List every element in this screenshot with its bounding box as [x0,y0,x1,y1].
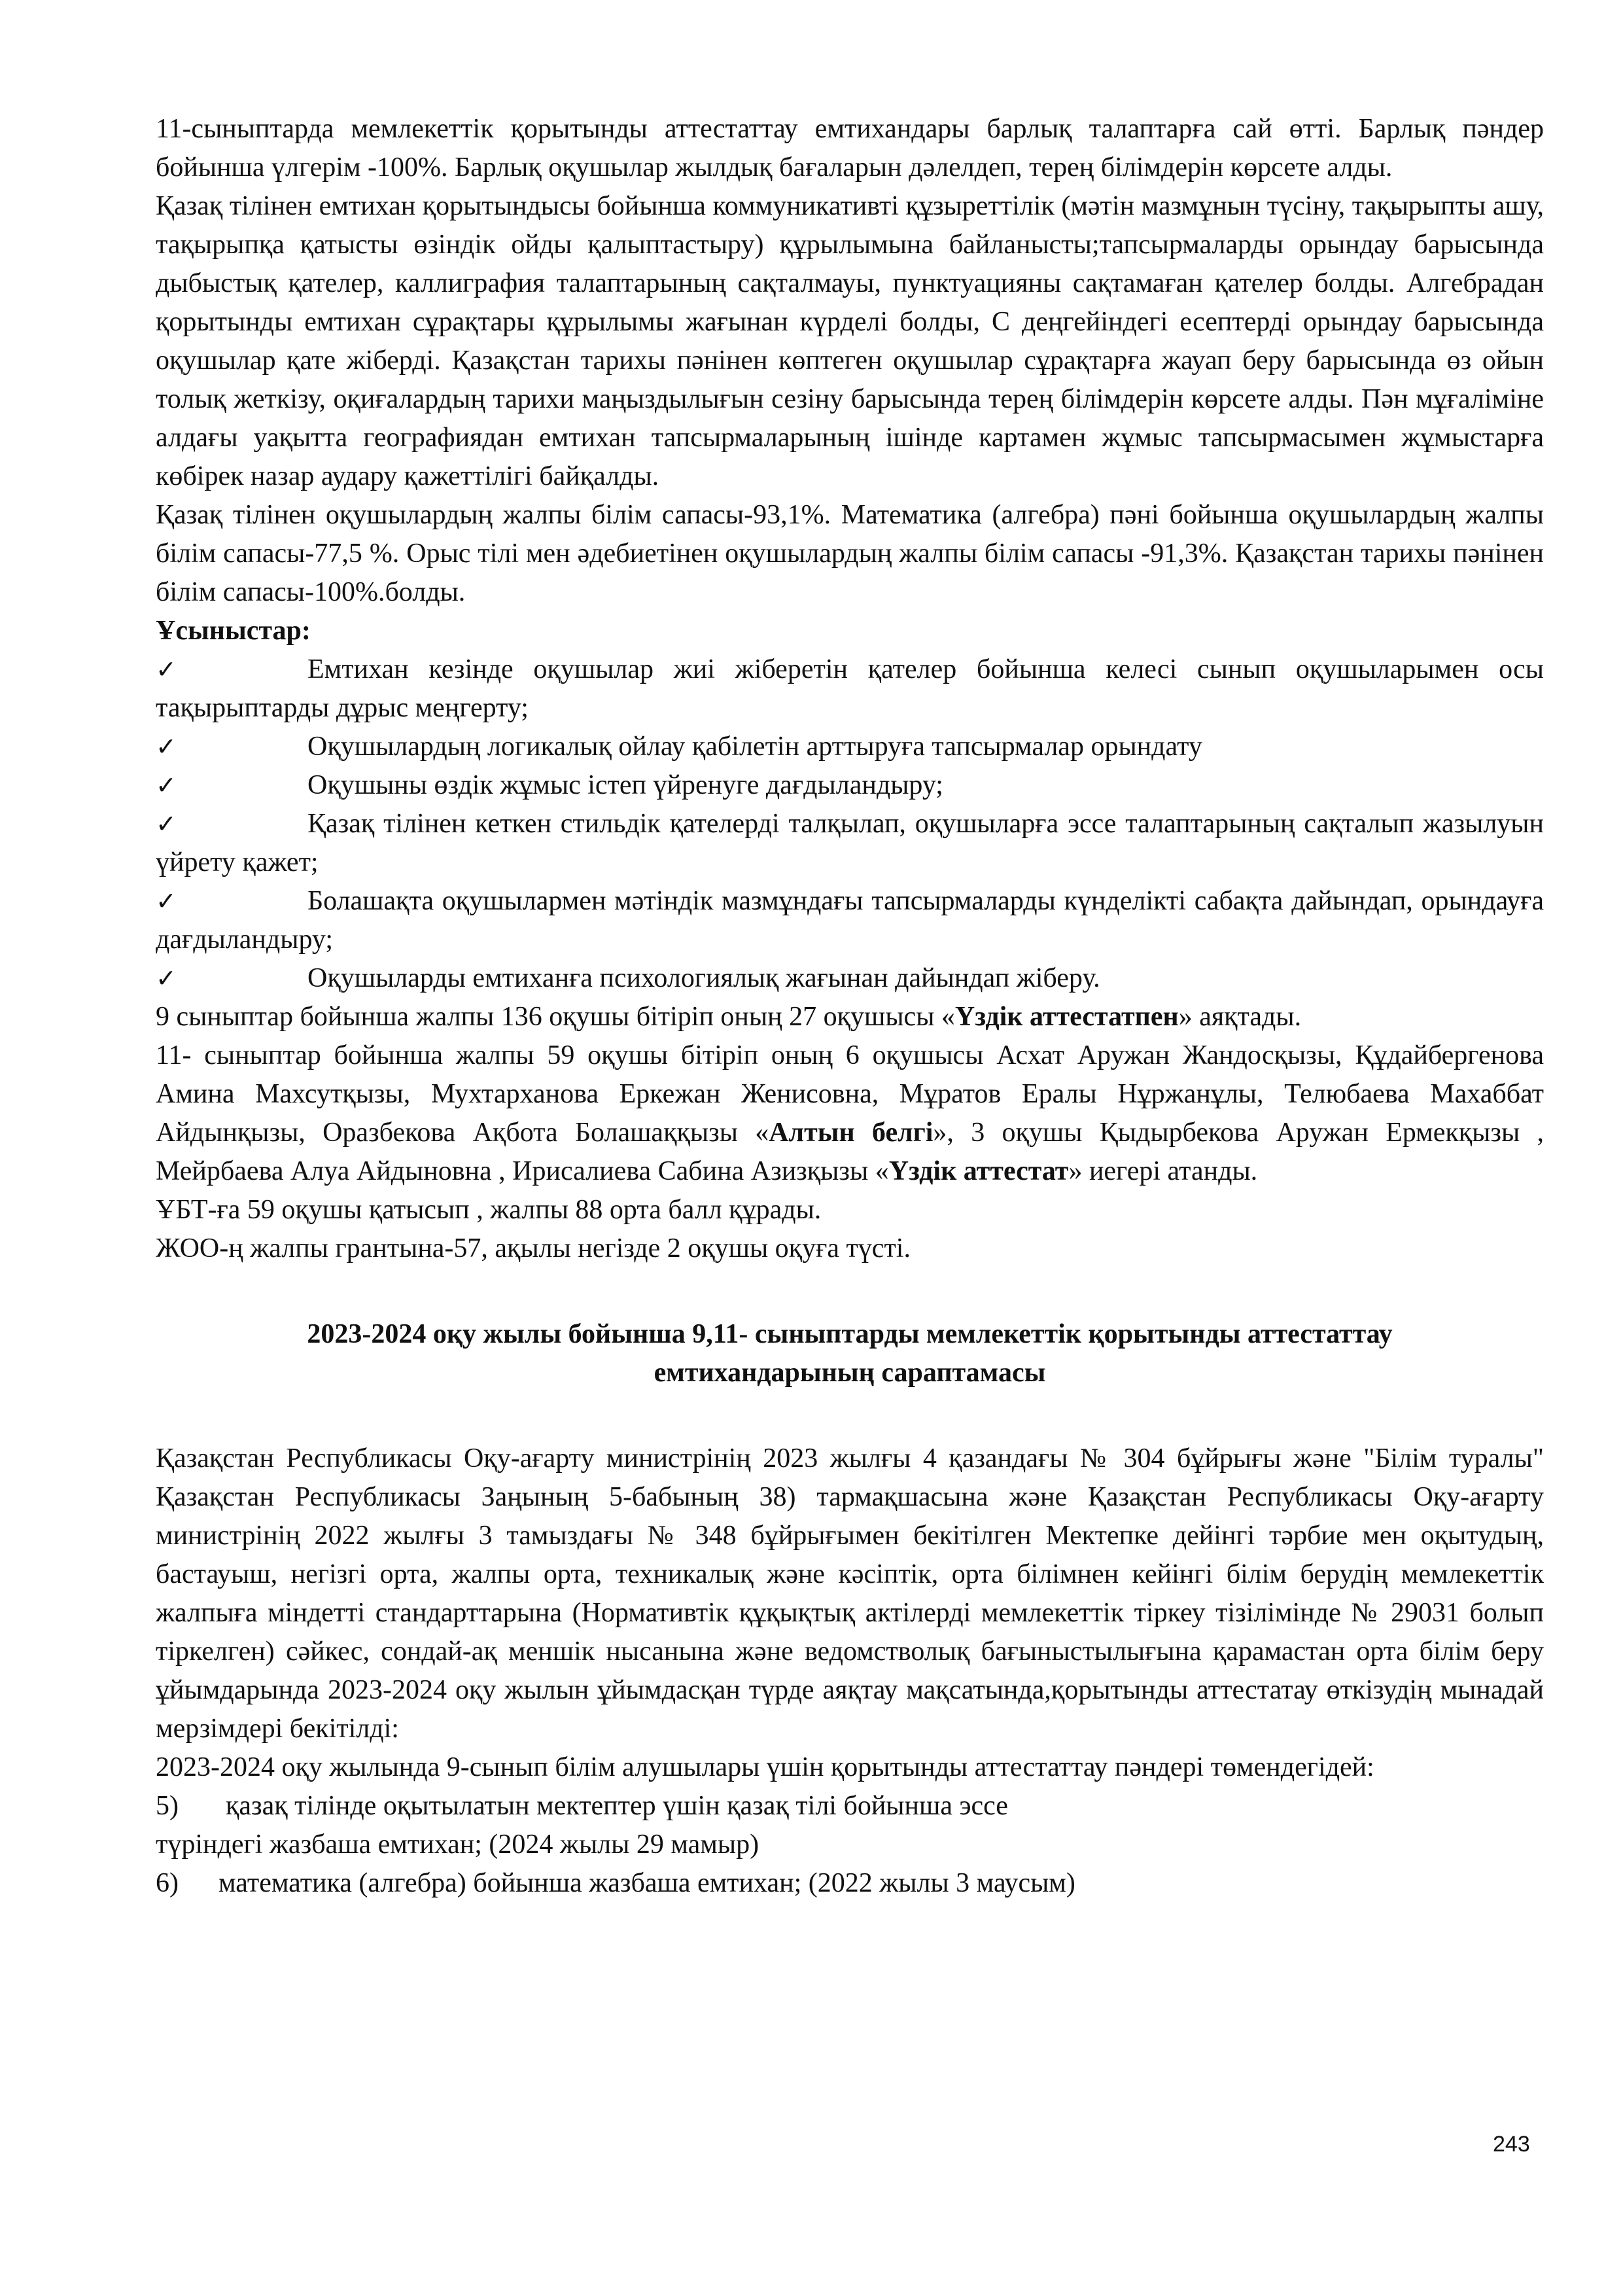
recommendation-text: Оқушылардың логикалық ойлау қабілетін арттыруға тапсырмалар орындату [307,732,1202,762]
item-text: қазақ тілінде оқытылатын мектептер үшін қазақ тілі бойынша эссе [226,1791,1008,1821]
recommendation-text: Қазақ тілінен кеткен стильдік қателерді талқылап, оқушыларға эссе талаптарының сақталып жазылуын үйрету қажет; [156,809,1544,877]
item-number: 6) [156,1868,179,1898]
section-paragraph-1: Қазақстан Республикасы Оқу-ағарту министрінің 2023 жылғы 4 қазандағы № 304 бұйрығы және "Білім туралы" Қазақстан Республикасы Заңының 5-бабының 38) тармақшасына және Қазақстан Республикасы Оқу-ағарту министрінің 2022 жылғы 3 тамыздағы № 348 бұйрығымен бекітілген Мектепке дейінгі тәрбие мен оқытудың, бастауыш, негізгі орта, жалпы орта, техникалық және кәсіптік, орта білімнен кейінгі білім берудің мемлекеттік жалпыға міндетті стандарттарына (Нормативтік құқықтық актілерді мемлекеттік тіркеу тізілімінде № 29031 болып тіркелген) сәйкес, сондай-ақ меншік нысанына және ведомстволық бағыныстылығына қарамастан орта білім беру ұйымдарында 2023-2024 оқу жылын ұйымдасқан түрде аяқтау мақсатында,қорытынды аттестатау өткізудің мынадай мерзімдері бекітілді: [156,1443,1544,1744]
grade9-award: Үздік аттестатпен [954,1002,1179,1032]
grant-results: ЖОО-ң жалпы грантына-57, ақылы негізде 2 оқушы оқуға түсті. [156,1233,911,1263]
section-title-line-2: емтихандарының сараптамасы [654,1358,1046,1388]
grade11-results [156,1036,1544,1191]
recommendation-item [156,805,1544,882]
recommendations-heading: Ұсыныстар: [156,616,311,646]
recommendation-text: Оқушыны өздік жұмыс істеп үйренуге дағдыландыру; [307,770,943,800]
recommendation-item [156,959,1544,998]
checkmark-icon: ✓ [156,887,177,915]
grade11-text-middle: », 3 оқушы Қыдырбекова Аружан Ермекқызы , Мейрбаева Алуа Айдыновна , Ирисалиева Сабина Азизқызы « [156,1118,1544,1186]
numbered-item-5-continuation: түріндегі жазбаша емтихан; (2024 жылы 29 мамыр) [156,1829,759,1860]
section-title-line-1: 2023-2024 оқу жылы бойынша 9,11- сыныптарды мемлекеттік қорытынды аттестаттау [307,1319,1393,1349]
recommendation-item [156,766,1544,805]
checkmark-icon: ✓ [156,732,177,761]
ubt-results: ҰБТ-ға 59 оқушы қатысып , жалпы 88 орта балл құрады. [156,1195,822,1225]
recommendation-item [156,650,1544,728]
recommendation-text: Оқушыларды емтиханға психологиялық жағынан дайындап жіберу. [307,963,1100,993]
grade9-results [156,998,1544,1036]
intro-paragraph-3: Қазақ тілінен оқушылардың жалпы білім сапасы-93,1%. Математика (алгебра) пәні бойынша оқушылардың жалпы білім сапасы-77,5 %. Орыс тілі мен әдебиетінен оқушылардың жалпы білім сапасы -91,3%. Қазақстан тарихы пәнінен білім сапасы-100%.болды. [156,500,1544,607]
recommendation-text: Емтихан кезінде оқушылар жиі жіберетін қателер бойынша келесі сынып оқушыларымен осы тақырыптарды дұрыс меңгерту; [156,654,1544,723]
recommendation-item [156,728,1544,766]
checkmark-icon: ✓ [156,655,177,684]
excellent-certificate-award: Үздік аттестат [888,1156,1069,1186]
grade9-text: 9 сыныптар бойынша жалпы 136 оқушы бітіріп оның 27 оқушысы « [156,1002,955,1032]
page-content [156,110,1544,1903]
recommendation-item [156,882,1544,959]
section-paragraph-2: 2023-2024 оқу жылында 9-сынып білім алушылары үшін қорытынды аттестаттау пәндері төмендегідей: [156,1752,1374,1782]
recommendation-text: Болашақта оқушылармен мәтіндік мазмұндағы тапсырмаларды күнделікті сабақта дайындап, орындауға дағдыландыру; [156,886,1544,955]
gold-medal-award: Алтын белгі [769,1118,934,1148]
grade11-text: 11- сыныптар бойынша жалпы 59 оқушы бітіріп оның 6 оқушысы Асхат Аружан Жандосқызы, Құдайбергенова Амина Махсутқызы, Мухтарханова Еркежан Женисовна, Мұратов Ералы Нұржанұлы, Телюбаева Махаббат Айдынқызы, Оразбекова Ақбота Болашаққызы « [156,1040,1544,1148]
section-title [156,1315,1544,1392]
numbered-item-6 [156,1864,1544,1903]
checkmark-icon: ✓ [156,771,177,800]
page-number: 243 [1493,2132,1530,2157]
checkmark-icon: ✓ [156,809,177,838]
intro-paragraph-2: Қазақ тілінен емтихан қорытындысы бойынша коммуникативті құзыреттілік (мәтін мазмұнын түсіну, тақырыпты ашу, тақырыпқа қатысты өзіндік ойды қалыптастыру) құрылымына байланысты;тапсырмаларды орындау барысында дыбыстық қателер, каллиграфия талаптарының сақталмауы, пунктуацияны сақтамаған қателер болды. Алгебрадан қорытынды емтихан сұрақтары құрылымы жағынан күрделі болды, С деңгейіндегі есептерді орындау барысында оқушылар қате жіберді. Қазақстан тарихы пәнінен көптеген оқушылар сұрақтарға жауап беру барысында өз ойын толық жеткізу, оқиғалардың тарихи маңыздылығын сезіну барысында терең білімдерін көрсете алды. Пән мұғаліміне алдағы уақытта географиядан емтихан тапсырмаларының ішінде картамен жұмыс тапсырмасымен жұмыстарға көбірек назар аудару қажеттілігі байқалды. [156,191,1544,491]
item-number: 5) [156,1791,179,1821]
item-text: математика (алгебра) бойынша жазбаша емтихан; (2022 жылы 3 маусым) [218,1868,1075,1898]
intro-paragraph-1: 11-сыныптарда мемлекеттік қорытынды аттестаттау емтихандары барлық талаптарға сай өтті. Барлық пәндер бойынша үлгерім -100%. Барлық оқушылар жылдық бағаларын дәлелдеп, терең білімдерін көрсете алды. [156,114,1544,183]
grade11-text-end: » иегері атанды. [1068,1156,1258,1186]
numbered-item-5 [156,1787,1544,1826]
grade9-text-end: » аяқтады. [1178,1002,1302,1032]
checkmark-icon: ✓ [156,964,177,993]
